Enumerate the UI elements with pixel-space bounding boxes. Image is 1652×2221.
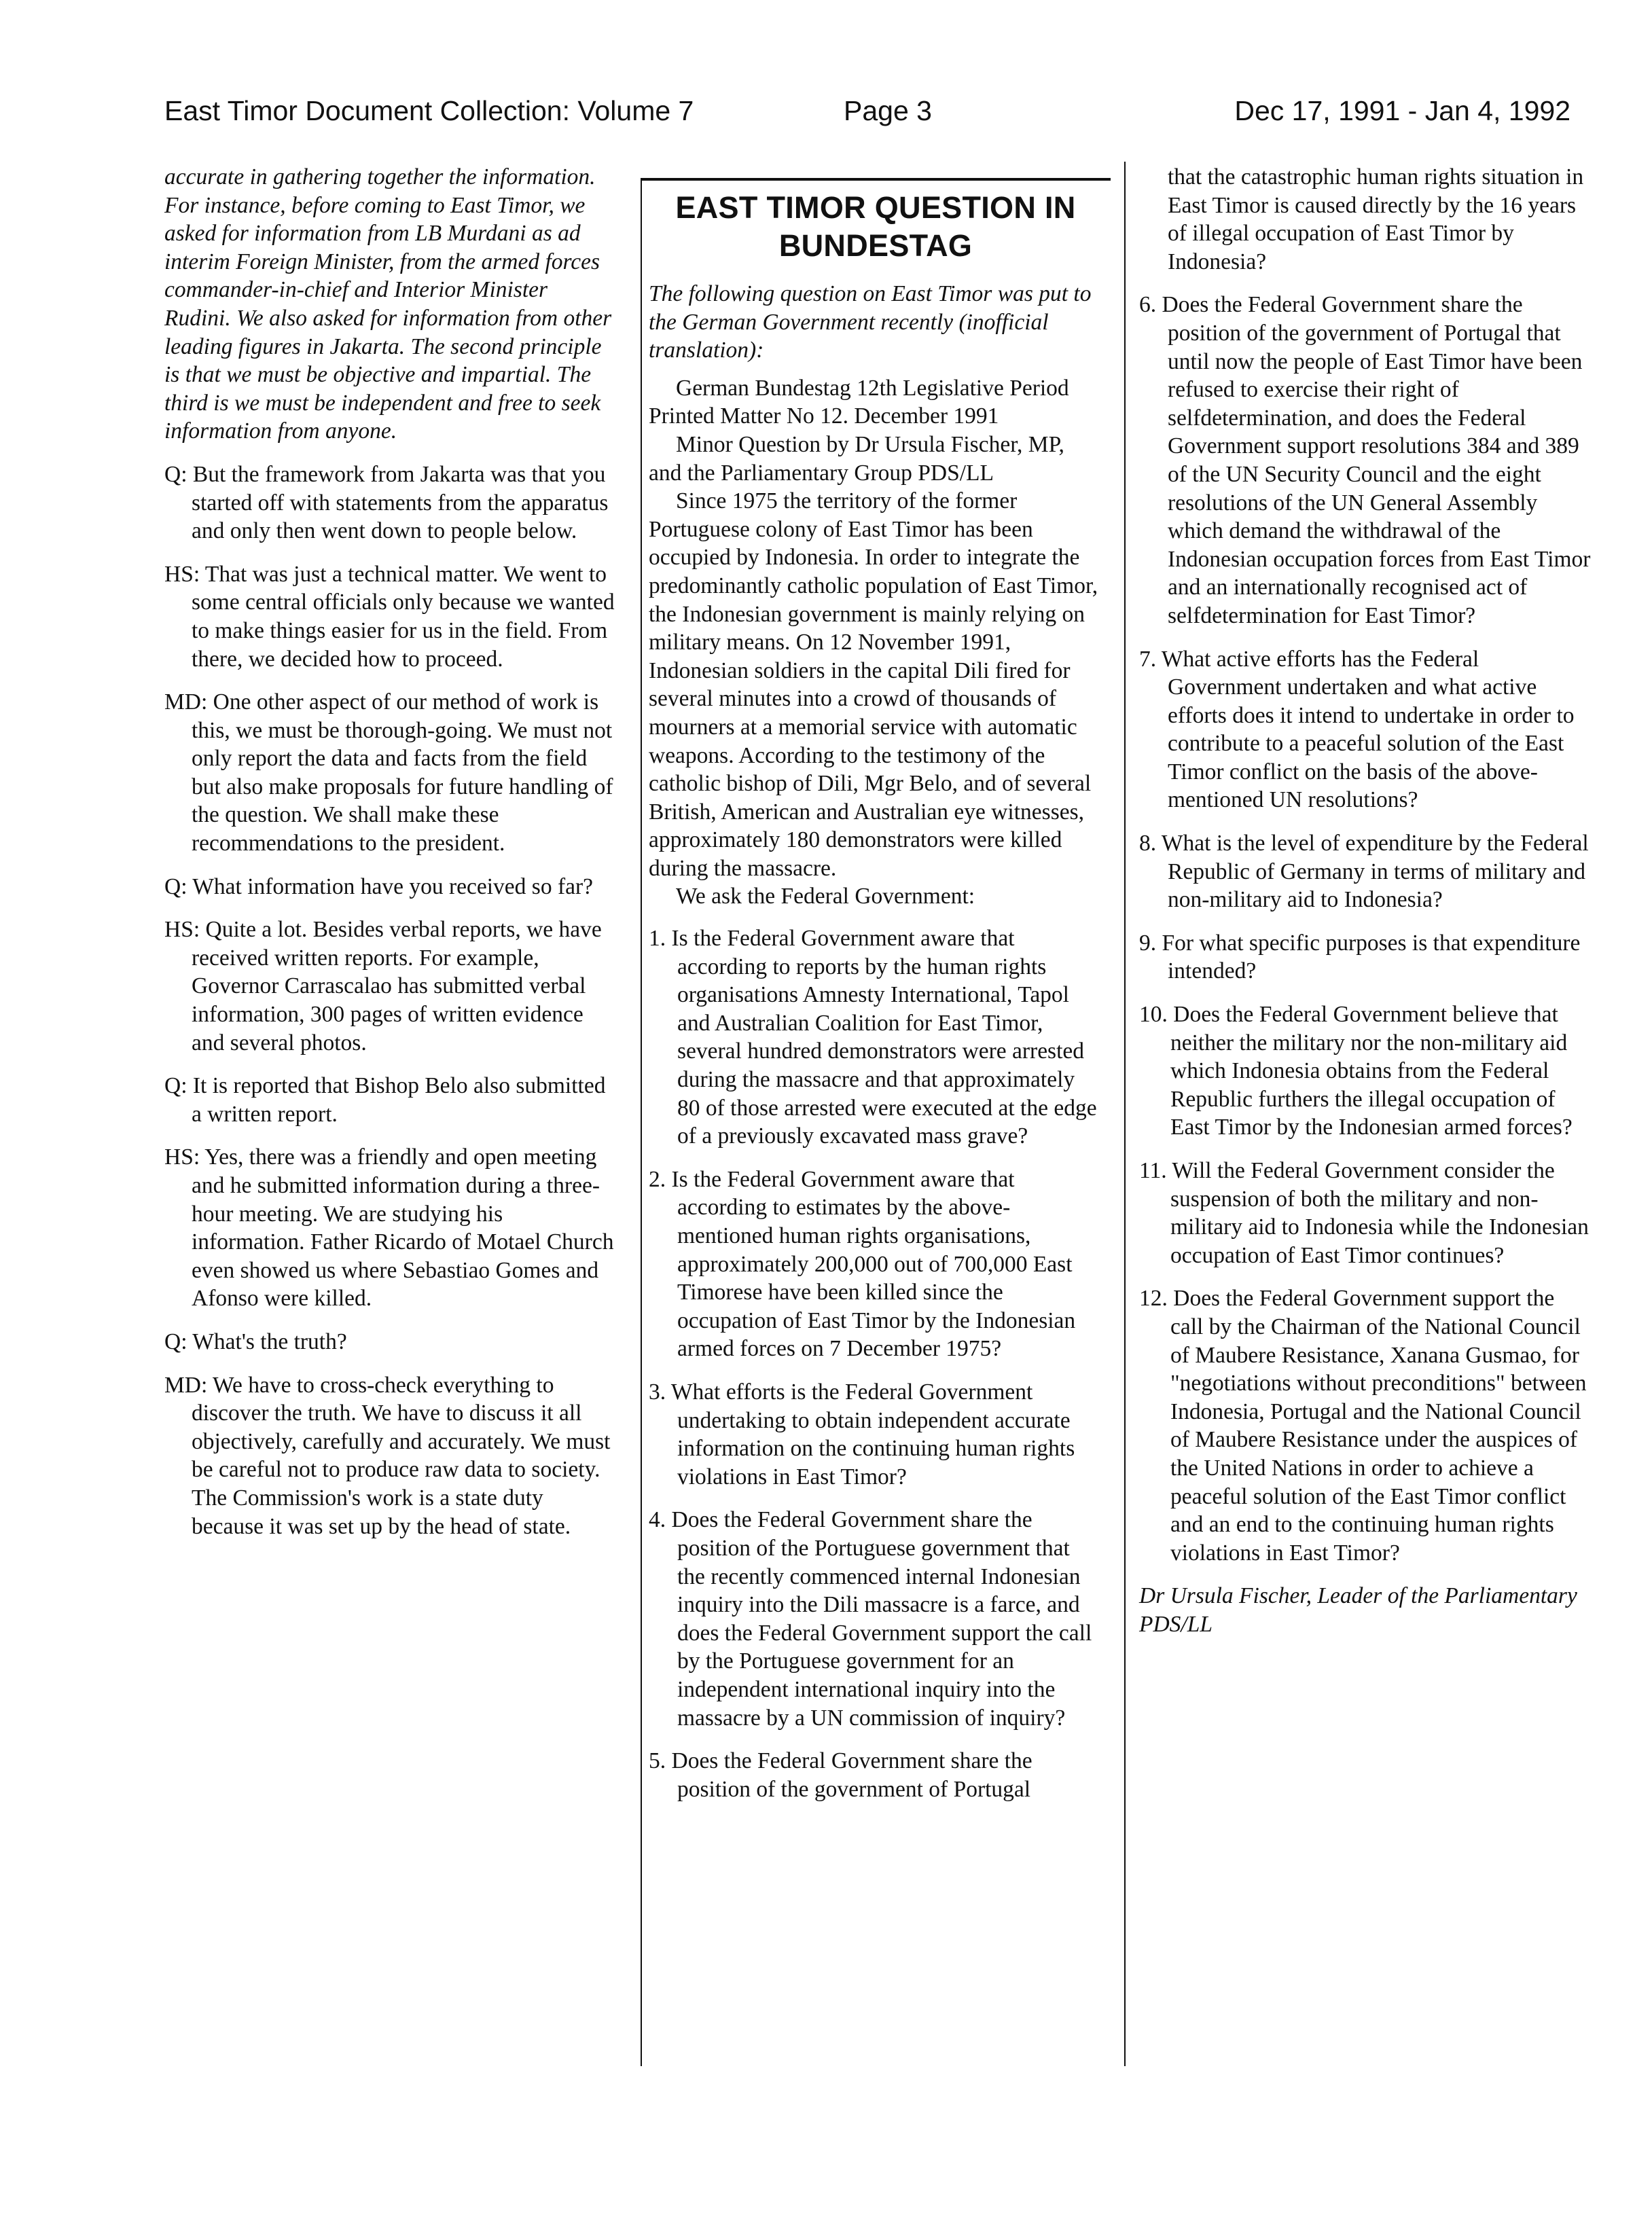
question-item: 5. Does the Federal Government share the position of the government of Portugal [649,1748,1032,1802]
page-number: Page 3 [844,95,932,126]
qa-entry: HS: That was just a technical matter. We went to some central officials only because we wanted to make things easier for us in the field. From there, we decided how to proceed. [164,561,615,672]
article-paragraph: Minor Question by Dr Ursula Fischer, MP, and the Parliamentary Group PDS/LL [649,431,1064,486]
question-item: 6. Does the Federal Government share the position of the government of Portugal that until now the people of East Timor have been refused to exercise their right of selfdetermination, and does the Federal Government support resolutions 384 and 389 of the UN Security Council and the eight resolutions of the UN General Assembly which demand the withdrawal of the Indonesian occupation forces from East Timor and an internationally recognised act of selfdetermination for East Timor? [1139,292,1591,628]
page-header [164,95,1570,136]
article-paragraph: German Bundestag 12th Legislative Period Printed Matter No 12. December 1991 [649,375,1069,429]
article-paragraph: Since 1975 the territory of the former Portuguese colony of East Timor has been occupied by Indonesia. In order to integrate the predominantly catholic population of East Timor, the Indonesian government is mainly relying on military means. On 12 November 1991, Indonesian soldiers in the capital Dili fired for several minutes into a crowd of thousands of mourners at a memorial service with automatic weapons. According to the testimony of the catholic bishop of Dili, Mgr Belo, and of several British, American and Australian eye witnesses, approximately 180 demonstrators were killed during the massacre. [649,488,1098,881]
signature: Dr Ursula Fischer, Leader of the Parliamentary PDS/LL [1139,1583,1577,1637]
question-item: 9. For what specific purposes is that expenditure intended? [1139,930,1581,984]
interview-column [164,163,620,1555]
article-title: EAST TIMOR QUESTION IN BUNDESTAG [675,190,1076,263]
collection-title: East Timor Document Collection: Volume 7 [164,95,694,126]
date-range: Dec 17, 1991 - Jan 4, 1992 [1234,95,1570,126]
question-item: 1. Is the Federal Government aware that according to reports by the human rights organisations Amnesty International, Tapol and Australian Coalition for East Timor, several hundred demonstrators were arrested during the massacre and that approximately 80 of those arrested were executed at the edge of a previously excavated mass grave? [649,926,1097,1149]
qa-entry: MD: We have to cross-check everything to discover the truth. We have to discuss it all objectively, carefully and accurately. We must be careful not to produce raw data to society. The Commission's work is a state duty because it was set up by the head of state. [164,1372,611,1539]
question-item: 3. What efforts is the Federal Government undertaking to obtain independent accurate information on the continuing human rights violations in East Timor? [649,1379,1075,1489]
qa-entry: Q: But the framework from Jakarta was that you started off with statements from the apparatus and only then went down to people below. [164,461,609,544]
article-paragraph: We ask the Federal Government: [676,884,975,909]
question-continuation: that the catastrophic human rights situation in East Timor is caused directly by the 16 years of illegal occupation of East Timor by Indonesia? [1168,164,1584,274]
qa-entry: MD: One other aspect of our method of work is this, we must be thorough-going. We must not only report the data and facts from the field but also make proposals for future handling of the question. We shall make these recommendations to the president. [164,689,613,856]
question-item: 11. Will the Federal Government consider the suspension of both the military and non-military aid to Indonesia while the Indonesian occupation of East Timor continues? [1139,1158,1589,1268]
question-item: 12. Does the Federal Government support the call by the Chairman of the National Council of Maubere Resistance, Xanana Gusmao, for "negotiations without preconditions" between Indonesia, Portugal and the National Council of Maubere Resistance under the auspices of the United Nations in order to achieve a peaceful solution of the East Timor conflict and an end to the continuing human rights violations in East Timor? [1139,1286,1587,1566]
question-item: 8. What is the level of expenditure by the Federal Republic of Germany in terms of military and non-military aid to Indonesia? [1139,831,1589,913]
question-item: 7. What active efforts has the Federal Government undertaken and what active efforts does it intend to undertake in order to contribute to a peaceful solution of the East Timor conflict on the basis of the above-mentioned UN resolutions? [1139,646,1575,813]
column-rule-left [641,178,642,2066]
qa-entry: Q: It is reported that Bishop Belo also submitted a written report. [164,1073,606,1127]
bundestag-article-continued [1139,163,1592,1639]
question-item: 10. Does the Federal Government believe that neither the military nor the non-military aid which Indonesia obtains from the Federal Republic furthers the illegal occupation of East Timor by the Indonesian armed forces? [1139,1002,1573,1140]
qa-entry: Q: What's the truth? [164,1329,347,1354]
article-intro: The following question on East Timor was put to the German Government recently (inofficial translation): [649,281,1092,363]
qa-entry: HS: Yes, there was a friendly and open meeting and he submitted information during a three-hour meeting. We are studying his information. Father Ricardo of Motael Church even showed us where Sebastiao Gomes and Afonso were killed. [164,1144,614,1312]
bundestag-article [649,163,1102,1818]
column-rule-right [1124,162,1126,2066]
qa-entry: Q: What information have you received so far? [164,873,593,899]
question-item: 2. Is the Federal Government aware that according to estimates by the above-mentioned human rights organisations, approximately 200,000 out of 700,000 East Timorese have been killed since the occupation of East Timor by the Indonesian armed forces on 7 December 1975? [649,1166,1076,1362]
question-item: 4. Does the Federal Government share the position of the Portuguese government that the recently commenced internal Indonesian inquiry into the Dili massacre is a farce, and does the Federal Government support the call by the Portuguese government for an independent international inquiry into the massacre by a UN commission of inquiry? [649,1507,1092,1731]
interview-continuation: accurate in gathering together the information. For instance, before coming to East Timor, we asked for information from LB Murdani as ad interim Foreign Minister, from the armed forces commander-in-chief and Interior Minister Rudini. We also asked for information from other leading figures in Jakarta. The second principle is that we must be objective and impartial. The third is we must be independent and free to seek information from anyone. [164,164,612,444]
qa-entry: HS: Quite a lot. Besides verbal reports, we have received written reports. For example, Governor Carrascalao has submitted verbal information, 300 pages of written evidence and several photos. [164,917,602,1055]
